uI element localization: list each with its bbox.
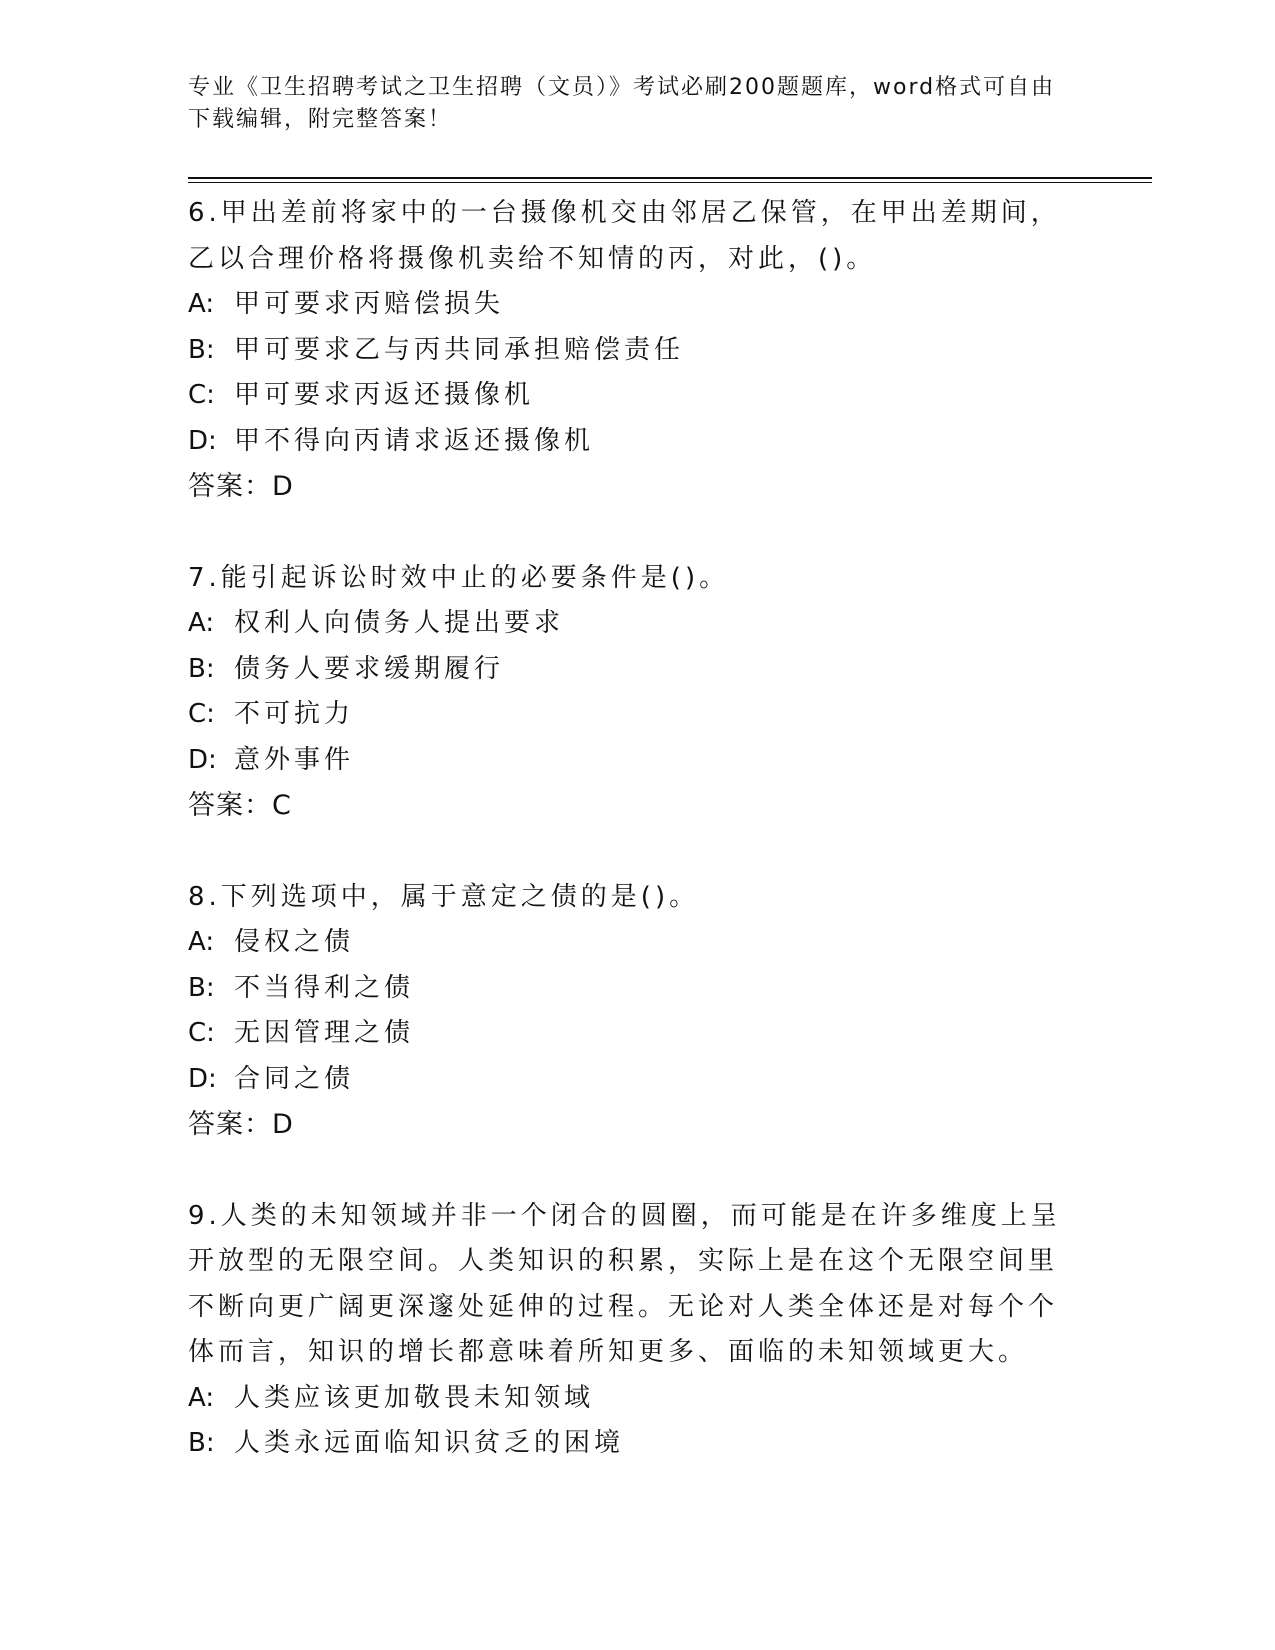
question-list — [188, 191, 1068, 1513]
option-text: 人类应该更加敬畏未知领域 — [234, 1382, 595, 1413]
option-a — [188, 282, 1068, 328]
option-letter: A: — [188, 927, 215, 957]
option-letter: B: — [188, 972, 215, 1003]
option-letter: D: — [188, 1063, 217, 1094]
option-d — [188, 1057, 1068, 1103]
question-8 — [188, 875, 1068, 1148]
option-text: 权利人向债务人提出要求 — [234, 608, 565, 638]
option-letter: C: — [188, 380, 215, 410]
question-stem: 7.能引起诉讼时效中止的必要条件是()。 — [188, 562, 730, 593]
question-7 — [188, 556, 1068, 829]
option-text: 甲可要求丙返还摄像机 — [234, 380, 535, 410]
option-b — [188, 1421, 1068, 1467]
option-text: 甲可要求丙赔偿损失 — [234, 289, 505, 319]
option-letter: C: — [188, 699, 215, 729]
option-b — [188, 647, 1068, 693]
header-divider — [188, 177, 1152, 179]
document-header: 专业《卫生招聘考试之卫生招聘（文员）》考试必刷200题题库，word格式可自由下载编辑，附完整答案！ — [188, 75, 1056, 132]
answer-line: 答案：D — [188, 1109, 294, 1140]
option-letter: A: — [188, 1382, 215, 1413]
answer-line: 答案：C — [188, 790, 292, 821]
option-text: 甲不得向丙请求返还摄像机 — [234, 425, 595, 456]
option-text: 甲可要求乙与丙共同承担赔偿责任 — [234, 334, 685, 365]
option-text: 合同之债 — [234, 1063, 355, 1094]
option-text: 不可抗力 — [234, 699, 355, 729]
option-d — [188, 738, 1068, 784]
option-letter: B: — [188, 334, 215, 365]
header-divider-thin — [188, 182, 1152, 183]
option-c — [188, 692, 1068, 738]
option-text: 人类永远面临知识贫乏的困境 — [234, 1428, 625, 1458]
question-stem: 6.甲出差前将家中的一台摄像机交由邻居乙保管，在甲出差期间，乙以合理价格将摄像机卖给不知情的丙，对此，()。 — [188, 198, 1061, 274]
option-a — [188, 601, 1068, 647]
option-d — [188, 419, 1068, 465]
option-b — [188, 966, 1068, 1012]
option-letter: B: — [188, 653, 215, 684]
option-text: 意外事件 — [234, 744, 355, 775]
option-text: 债务人要求缓期履行 — [234, 653, 505, 684]
option-c — [188, 373, 1068, 419]
option-letter: A: — [188, 608, 215, 638]
option-b — [188, 328, 1068, 374]
option-letter: A: — [188, 289, 215, 319]
answer-line: 答案：D — [188, 471, 294, 502]
option-a — [188, 920, 1068, 966]
option-letter: D: — [188, 744, 217, 775]
option-text: 无因管理之债 — [234, 1018, 415, 1048]
option-text: 不当得利之债 — [234, 972, 415, 1003]
option-text: 侵权之债 — [234, 927, 355, 957]
option-letter: C: — [188, 1018, 215, 1048]
question-stem: 9.人类的未知领域并非一个闭合的圆圈，而可能是在许多维度上呈开放型的无限空间。人类知识的积累，实际上是在这个无限空间里不断向更广阔更深邃处延伸的过程。无论对人类全体还是对每个个体而言，知识的增长都意味着所知更多、面临的未知领域更大。 — [188, 1200, 1061, 1367]
option-a — [188, 1376, 1068, 1422]
question-stem: 8.下列选项中，属于意定之债的是()。 — [188, 881, 700, 912]
question-9 — [188, 1194, 1068, 1467]
option-c — [188, 1011, 1068, 1057]
option-letter: B: — [188, 1428, 215, 1458]
question-6 — [188, 191, 1068, 510]
option-letter: D: — [188, 425, 217, 456]
